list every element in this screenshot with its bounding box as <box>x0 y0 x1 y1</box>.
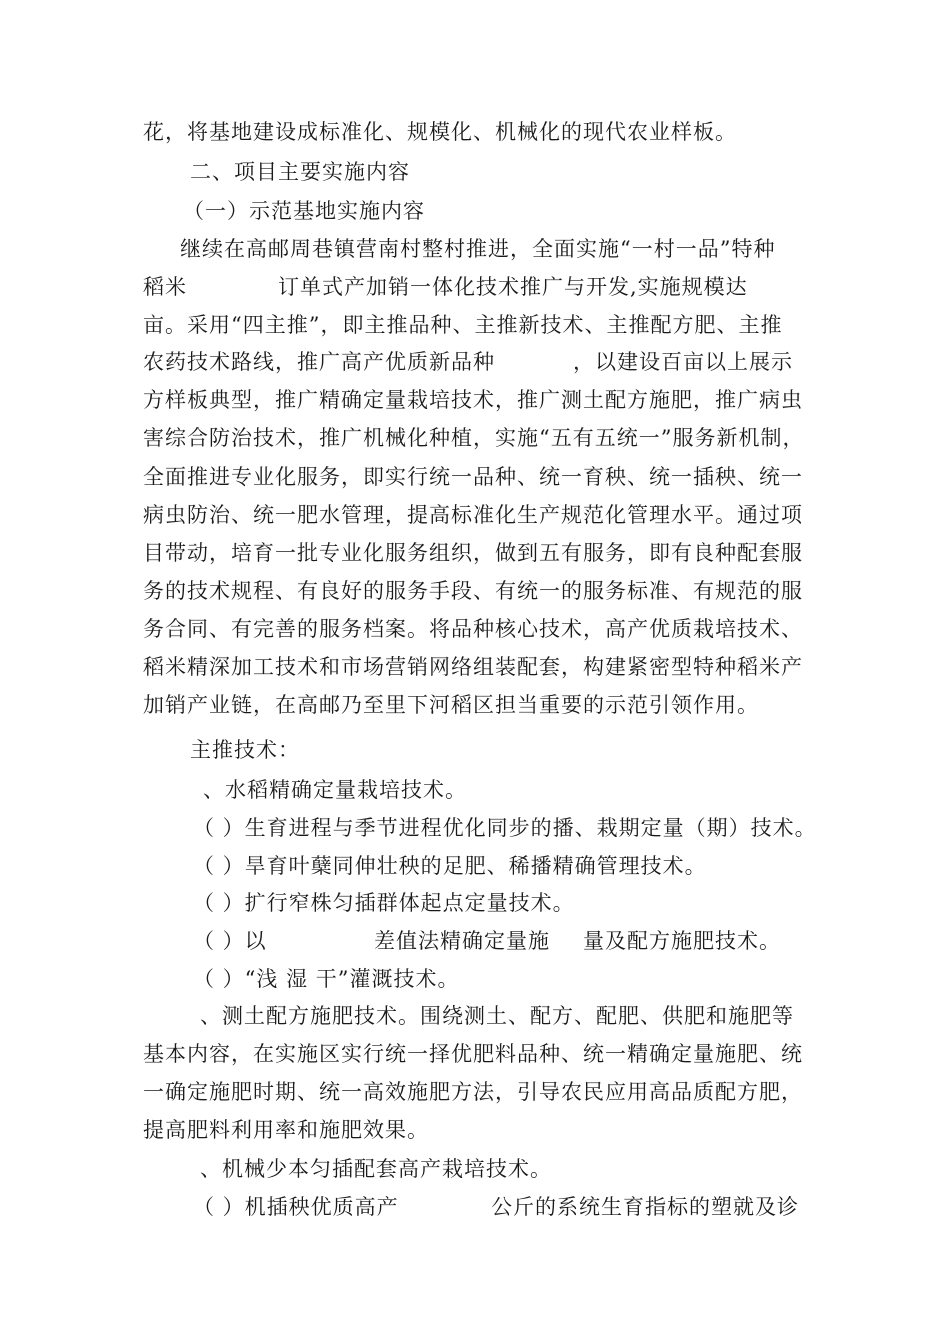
text-segment: 订单式产加销一体化技术推广与开发,实施规模达 <box>278 275 748 299</box>
text-segment: （ ）机插秧优质高产 <box>193 1195 399 1219</box>
list-item: （ ）旱育叶蘖同伸壮秧的足肥、稀播精确管理技术。 <box>193 854 707 878</box>
paragraph-line: 务的技术规程、有良好的服务手段、有统一的服务标准、有规范的服 <box>143 579 803 603</box>
list-item <box>193 927 833 955</box>
section-heading: 二、项目主要实施内容 <box>190 160 410 184</box>
paragraph-line: 亩。采用“四主推”，即主推品种、主推新技术、主推配方肥、主推 <box>143 313 783 337</box>
text-segment: （ ）以 <box>193 929 267 953</box>
list-item: 、机械少本匀插配套高产栽培技术。 <box>200 1157 552 1181</box>
text-segment: 差值法精确定量施 <box>374 929 550 953</box>
text-segment: 农药技术路线，推广高产优质新品种 <box>143 350 495 374</box>
list-heading: 主推技术： <box>190 738 300 762</box>
paragraph-line: 务合同、有完善的服务档案。将品种核心技术，高产优质栽培技术、 <box>143 617 803 641</box>
paragraph-line: 一确定施肥时期、统一高效施肥方法，引导农民应用高品质配方肥， <box>143 1080 803 1104</box>
text-segment: ，以建设百亩以上展示 <box>573 350 793 374</box>
paragraph-line: 病虫防治、统一肥水管理，提高标准化生产规范化管理水平。通过项 <box>143 503 803 527</box>
subsection-heading: （一）示范基地实施内容 <box>183 199 425 223</box>
list-item: 、水稻精确定量栽培技术。 <box>203 778 467 802</box>
text-segment: 稻米 <box>143 275 187 299</box>
paragraph-line: 继续在高邮周巷镇营南村整村推进，全面实施“一村一品”特种 <box>180 237 776 261</box>
text-segment: 公斤的系统生育指标的塑就及诊 <box>491 1195 799 1219</box>
paragraph-line: 稻米精深加工技术和市场营销网络组装配套，构建紧密型特种稻米产 <box>143 655 803 679</box>
paragraph-line <box>143 273 823 301</box>
list-item <box>193 1193 813 1221</box>
paragraph-line: 方样板典型，推广精确定量栽培技术，推广测土配方施肥，推广病虫 <box>143 388 803 412</box>
paragraph-line: 提高肥料利用率和施肥效果。 <box>143 1118 429 1142</box>
paragraph-line: 花，将基地建设成标准化、规模化、机械化的现代农业样板。 <box>143 120 737 144</box>
paragraph-line: 目带动，培育一批专业化服务组织，做到五有服务，即有良种配套服 <box>143 541 803 565</box>
paragraph-line: 全面推进专业化服务，即实行统一品种、统一育秧、统一插秧、统一 <box>143 465 803 489</box>
paragraph-line: 基本内容，在实施区实行统一择优肥料品种、统一精确定量施肥、统 <box>143 1042 803 1066</box>
paragraph-line: 加销产业链，在高邮乃至里下河稻区担当重要的示范引领作用。 <box>143 693 759 717</box>
list-item: （ ）扩行窄株匀插群体起点定量技术。 <box>193 891 575 915</box>
paragraph-line: 、测土配方施肥技术。围绕测土、配方、配肥、供肥和施肥等 <box>200 1004 794 1028</box>
list-item: （ ）“浅 湿 干”灌溉技术。 <box>193 967 460 991</box>
list-item: （ ）生育进程与季节进程优化同步的播、栽期定量（期）技术。 <box>193 816 817 840</box>
paragraph-line: 害综合防治技术，推广机械化种植，实施“五有五统一”服务新机制， <box>143 426 805 450</box>
paragraph-line <box>143 348 823 376</box>
text-segment: 量及配方施肥技术。 <box>583 929 781 953</box>
